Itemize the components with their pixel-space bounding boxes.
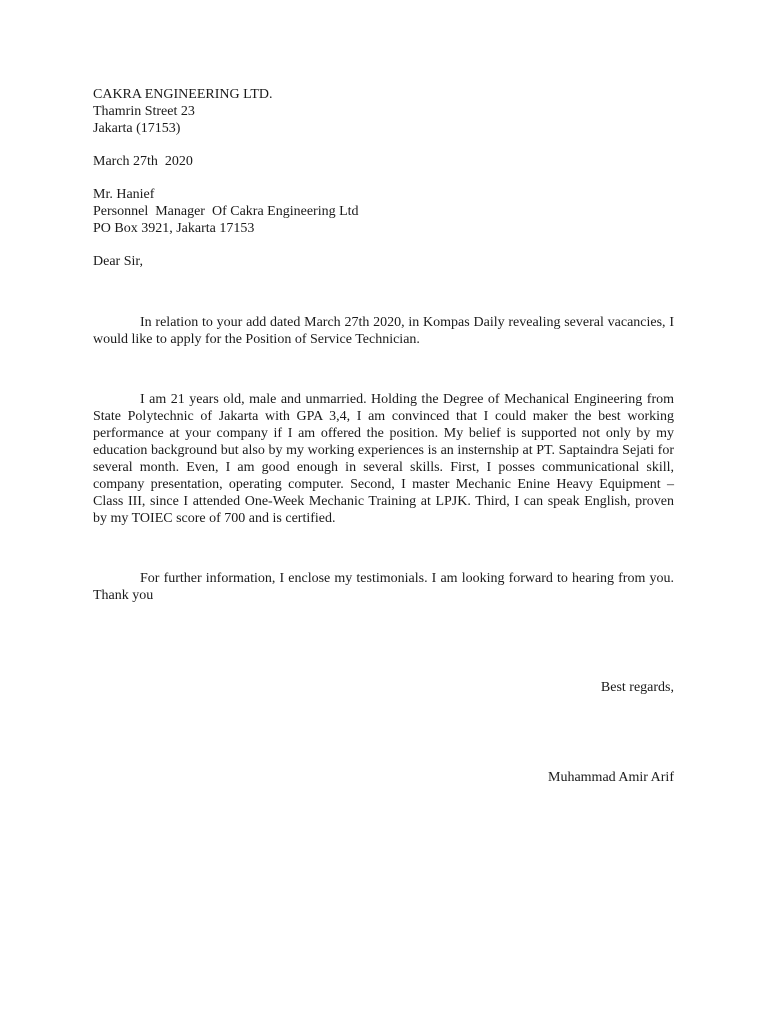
letter-page — [93, 86, 674, 786]
letter-date-block — [93, 153, 674, 170]
sender-city: Jakarta (17153) — [93, 121, 181, 136]
body-paragraph-3: For further information, I enclose my testimonials. I am looking forward to hearing from you. Thank you — [93, 571, 674, 603]
letter-date: March 27th 2020 — [93, 154, 193, 169]
salutation: Dear Sir, — [93, 254, 143, 269]
sender-company: CAKRA ENGINEERING LTD. — [93, 87, 273, 102]
body-paragraph-1: In relation to your add dated March 27th 2020, in Kompas Daily revealing several vacancies, I would like to apply for the Position of Service Technician. — [93, 315, 674, 347]
recipient-address-line: PO Box 3921, Jakarta 17153 — [93, 221, 255, 236]
recipient-address — [93, 186, 674, 237]
recipient-name: Mr. Hanief — [93, 187, 155, 202]
closing: Best regards, — [600, 680, 674, 695]
sender-street: Thamrin Street 23 — [93, 104, 195, 119]
sender-address — [93, 86, 674, 137]
signature-name: Muhammad Amir Arif — [548, 770, 674, 785]
recipient-title: Personnel Manager Of Cakra Engineering Ltd — [93, 204, 359, 219]
body-paragraph-2: I am 21 years old, male and unmarried. Holding the Degree of Mechanical Engineering from State Polytechnic of Jakarta with GPA 3,4, I am convinced that I could maker the best working performance at your company if I am offered the position. My belief is supported not only by my education background but also by my working experiences is an insternship at PT. Saptaindra Sejati for several month. Even, I am good enough in several skills. First, I posses communicational skill, company presentation, operating computer. Second, I master Mechanic Enine Heavy Equipment – Class III, since I attended One-Week Mechanic Training at LPJK. Third, I can speak English, proven by my TOIEC score of 700 and is certified. — [93, 392, 674, 526]
salutation-block — [93, 253, 674, 270]
